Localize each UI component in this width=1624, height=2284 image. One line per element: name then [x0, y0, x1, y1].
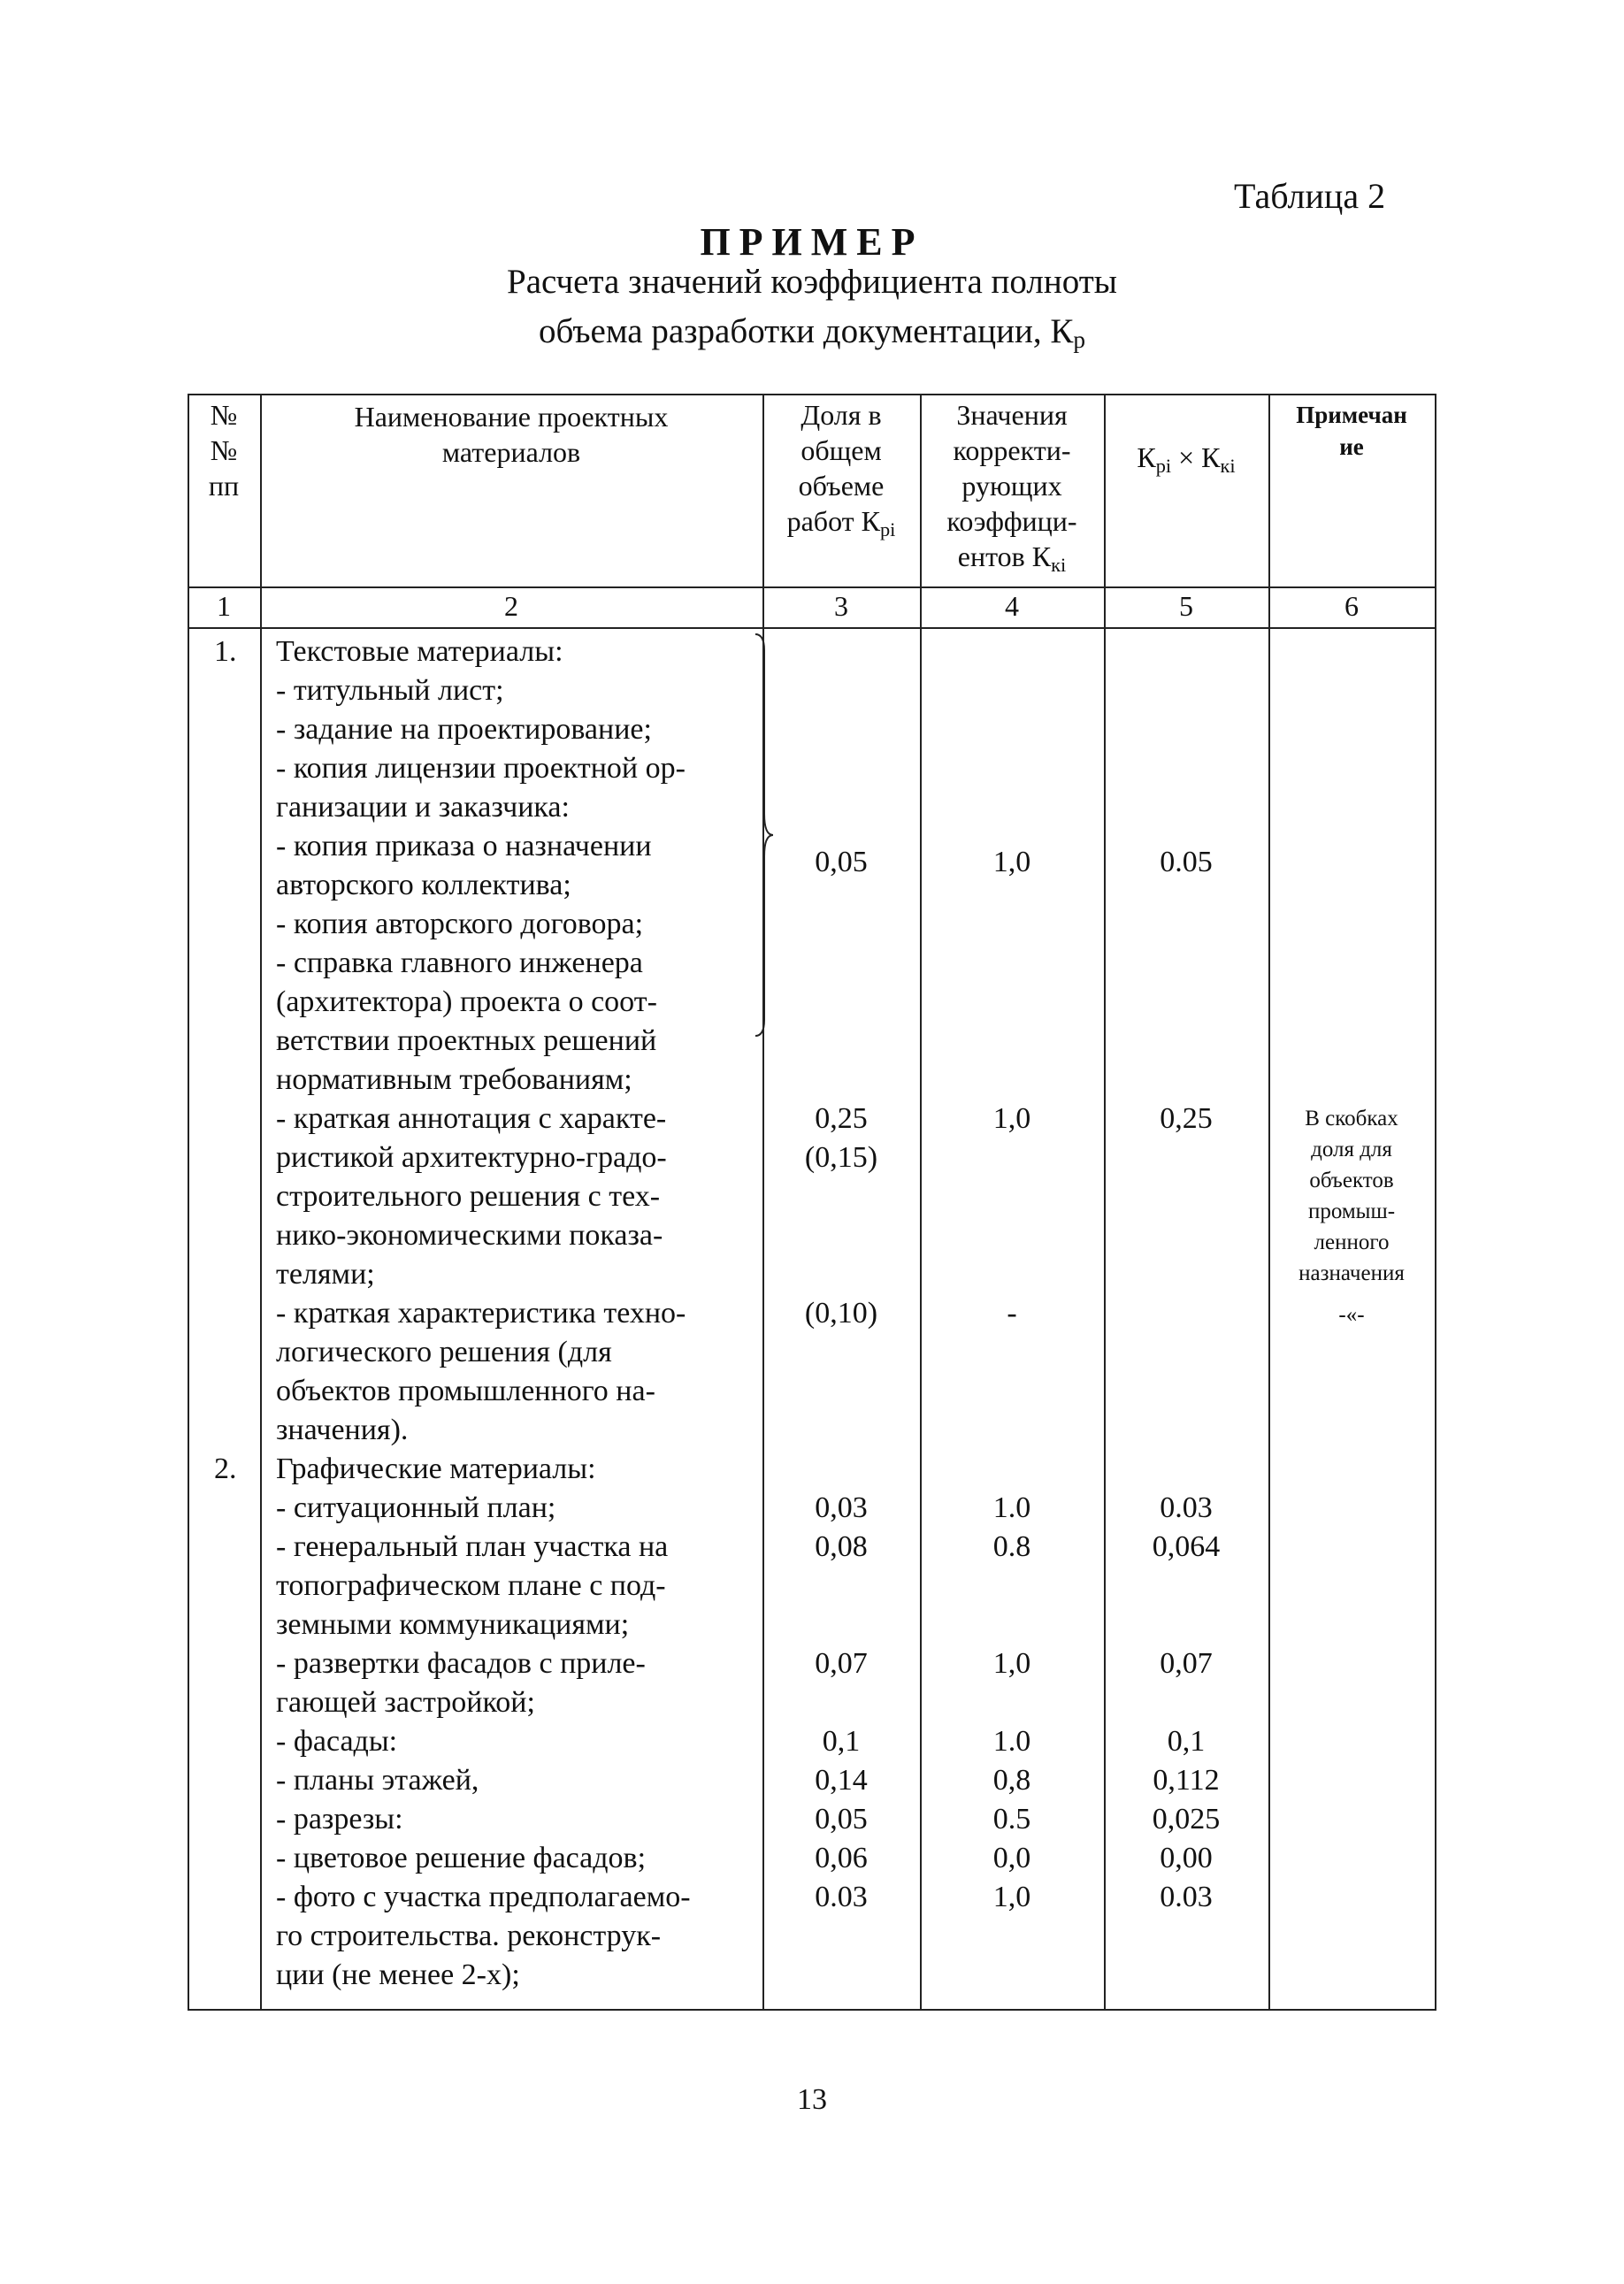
share-value: 0.03 — [815, 1881, 868, 1913]
share-value: 0,07 — [815, 1647, 868, 1680]
list-item: строительного решения с тех- — [276, 1180, 661, 1213]
list-item: ветствии проектных решений — [276, 1024, 657, 1057]
list-item: объектов промышленного на- — [276, 1375, 655, 1407]
note-line: ленного — [1314, 1230, 1390, 1254]
header-col-product — [1104, 440, 1268, 484]
product-value: 0,064 — [1152, 1530, 1221, 1563]
share-value: 0,14 — [815, 1764, 868, 1797]
table-border-bottom — [188, 2009, 1436, 2011]
header-text-main: работ К — [786, 505, 880, 537]
list-item: нормативным требованиям; — [276, 1063, 632, 1096]
header-text: коэффици- — [946, 505, 1077, 537]
list-item: - титульный лист; — [276, 674, 504, 707]
coefficient-value: 1,0 — [992, 1102, 1031, 1135]
list-item: земными коммуникациями; — [276, 1608, 630, 1641]
note-line: назначения — [1298, 1261, 1405, 1285]
note-ditto: -«- — [1338, 1303, 1365, 1327]
product-value: 0.03 — [1160, 1881, 1213, 1913]
list-item: - копия лицензии проектной ор- — [276, 752, 686, 785]
header-text: Доля в — [801, 399, 882, 431]
list-item: - цветовое решение фасадов; — [276, 1842, 647, 1874]
list-item: - копия приказа о назначении — [276, 830, 652, 862]
header-text: Значения — [956, 399, 1068, 431]
group-brace-icon — [754, 632, 775, 1038]
coefficient-value: 1,0 — [992, 1881, 1031, 1913]
list-item: Графические материалы: — [276, 1452, 596, 1485]
header-divider — [188, 586, 1436, 588]
column-divider — [260, 394, 262, 2011]
list-item: - краткая характеристика техно- — [276, 1297, 686, 1330]
list-item: ганизации и заказчика: — [276, 791, 570, 824]
header-text — [762, 503, 920, 548]
document-heading: ПРИМЕР — [700, 220, 924, 264]
share-value: 0,05 — [815, 846, 868, 878]
product-value: 0,00 — [1160, 1842, 1213, 1874]
coefficient-value: 0.8 — [992, 1530, 1031, 1563]
header-text: общем — [801, 434, 882, 466]
list-item: логического решения (для — [276, 1336, 612, 1368]
share-value-alt: (0,15) — [804, 1141, 878, 1174]
header-text: № — [210, 434, 238, 466]
header-text: К — [1137, 441, 1156, 473]
row-index: 2. — [214, 1452, 237, 1485]
share-value: 0,06 — [815, 1842, 868, 1874]
coefficient-value: 1.0 — [992, 1725, 1031, 1758]
header-subscript: рі — [879, 518, 896, 540]
product-value: 0.05 — [1160, 846, 1213, 878]
header-text: № — [210, 399, 238, 431]
product-value: 0.03 — [1160, 1491, 1213, 1524]
header-col-index — [188, 397, 260, 503]
page-number: 13 — [797, 2083, 827, 2116]
share-value: 0,05 — [815, 1803, 868, 1836]
header-col-name — [260, 399, 762, 470]
note-text — [1268, 1103, 1435, 1289]
product-value: 0,25 — [1160, 1102, 1213, 1135]
header-text: объеме — [798, 470, 885, 502]
list-item: нико-экономическими показа- — [276, 1219, 663, 1252]
list-item: телями; — [276, 1258, 375, 1291]
header-col-share — [762, 397, 920, 548]
share-value: (0,10) — [804, 1297, 878, 1330]
header-text: пп — [208, 470, 240, 502]
header-text: × К — [1171, 441, 1221, 473]
list-item: - задание на проектирование; — [276, 713, 652, 746]
column-number: 6 — [1344, 590, 1359, 622]
coefficient-value: - — [1007, 1297, 1017, 1330]
header-col-coefficient — [920, 397, 1104, 583]
list-item: го строительства. реконструк- — [276, 1920, 662, 1952]
column-number: 3 — [834, 590, 848, 622]
column-number: 1 — [217, 590, 231, 622]
column-number-divider — [188, 627, 1436, 629]
document-subtitle-line-1: Расчета значений коэффициента полноты — [507, 263, 1117, 301]
coefficient-value: 0,0 — [992, 1842, 1031, 1874]
note-line: В скобках — [1305, 1107, 1398, 1131]
product-value: 0,1 — [1167, 1725, 1206, 1758]
header-text: рующих — [961, 470, 1062, 502]
list-item: - фасады: — [276, 1725, 398, 1758]
table-border-right — [1435, 394, 1436, 2011]
list-item: Текстовые материалы: — [276, 635, 563, 668]
list-item: - копия авторского договора; — [276, 908, 644, 940]
list-item: ристикой архитектурно-градо- — [276, 1141, 667, 1174]
table-label: Таблица 2 — [1234, 176, 1386, 216]
list-item: - разрезы: — [276, 1803, 403, 1836]
coefficient-value: 0,8 — [992, 1764, 1031, 1797]
header-text: Наименование проектных — [354, 401, 669, 433]
note-line: доля для — [1311, 1138, 1392, 1161]
header-text: Примечан — [1296, 402, 1407, 428]
list-item: значения). — [276, 1414, 409, 1446]
header-subscript: кі — [1220, 455, 1236, 477]
list-item: - генеральный план участка на — [276, 1530, 669, 1563]
header-subscript: кі — [1051, 554, 1067, 576]
table-border-left — [188, 394, 189, 2011]
header-text: материалов — [441, 436, 581, 468]
header-text: корректи- — [953, 434, 1071, 466]
subtitle-subscript: р — [1073, 326, 1085, 353]
list-item: топографическом плане с под- — [276, 1569, 666, 1602]
share-value: 0,08 — [815, 1530, 868, 1563]
list-item: - ситуационный план; — [276, 1491, 556, 1524]
row-index: 1. — [214, 635, 237, 668]
share-value: 0,1 — [822, 1725, 861, 1758]
coefficient-table — [188, 394, 1436, 2011]
coefficient-value: 1,0 — [992, 1647, 1031, 1680]
subtitle-text: объема разработки документации, К — [539, 312, 1074, 350]
header-subscript: рі — [1155, 455, 1172, 477]
list-item: ции (не менее 2-х); — [276, 1958, 520, 1991]
column-number: 2 — [504, 590, 518, 622]
list-item: (архитектора) проекта о соот- — [276, 985, 657, 1018]
list-item: - развертки фасадов с приле- — [276, 1647, 646, 1680]
list-item: - планы этажей, — [276, 1764, 479, 1797]
note-line: объектов — [1309, 1169, 1394, 1192]
header-col-note — [1268, 399, 1435, 463]
list-item: - краткая аннотация с характе- — [276, 1102, 667, 1135]
column-number: 4 — [1005, 590, 1019, 622]
coefficient-value: 1,0 — [992, 846, 1031, 878]
table-border-top — [188, 394, 1436, 395]
header-text: ие — [1339, 433, 1364, 460]
list-item: авторского коллектива; — [276, 869, 571, 901]
list-item: гающей застройкой; — [276, 1686, 535, 1719]
list-item: - справка главного инженера — [276, 947, 643, 979]
product-value: 0,112 — [1153, 1764, 1220, 1797]
product-value: 0,025 — [1152, 1803, 1221, 1836]
header-text-main: ентов К — [957, 540, 1052, 572]
share-value: 0,03 — [815, 1491, 868, 1524]
coefficient-value: 1.0 — [992, 1491, 1031, 1524]
document-subtitle-line-2 — [0, 311, 1624, 354]
header-text — [920, 539, 1104, 583]
share-value: 0,25 — [815, 1102, 868, 1135]
column-number: 5 — [1179, 590, 1193, 622]
list-item: - фото с участка предполагаемо- — [276, 1881, 691, 1913]
coefficient-value: 0.5 — [992, 1803, 1031, 1836]
note-line: промыш- — [1307, 1199, 1396, 1223]
product-value: 0,07 — [1160, 1647, 1213, 1680]
